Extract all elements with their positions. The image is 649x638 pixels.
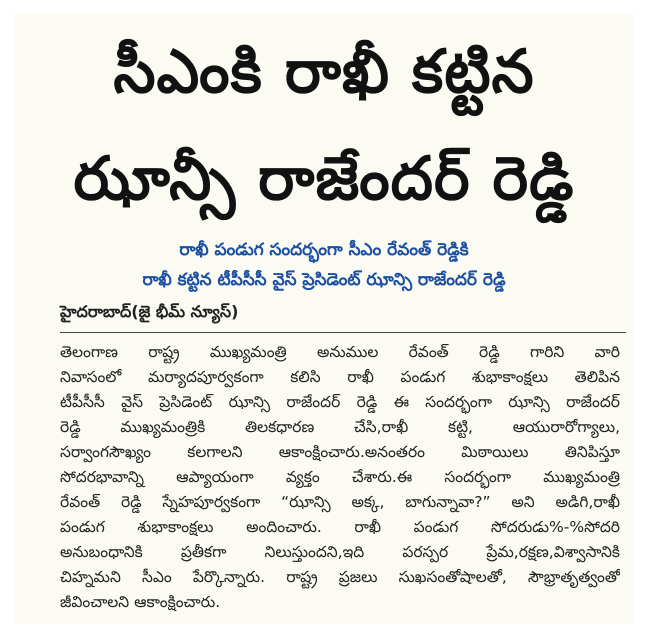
body-line: జీవించాలని ఆకాంక్షించారు.: [60, 593, 221, 611]
body-line: సోదరభావాన్ని ఆప్యాయంగా వ్యక్తం చేశారు.ఈ సందర్భంగా ముఖ్యమంత్రి: [60, 468, 620, 486]
body-line: చిహ్నమని సీఎం పేర్కొన్నారు. రాష్ట్ర ప్రజలు సుఖసంతోషాలతో, సౌభ్రాతృత్వంతో: [60, 568, 620, 586]
body-line: అనుబంధానికి ప్రతీకగా నిలుస్తుందని,ఇది పరస్పర ప్రేమ,రక్షణ,విశ్వాసానికి: [60, 543, 620, 561]
headline-line-2: ఝాన్సీ రాజేందర్ రెడ్డి: [73, 144, 575, 214]
body-line: రేవంత్ రెడ్డి స్నేహపూర్వకంగా “ఝాన్సి అక్క, బాగున్నావా?” అని అడిగి,రాఖీ: [60, 493, 620, 511]
subheadline-line-2: రాఖీ కట్టిన టీపీసీసీ వైస్ ప్రెసిడెంట్ ఝాన్సి రాజేందర్ రెడ్డి: [142, 270, 506, 290]
body-line: పండుగ శుభాకాంక్షలు అందించారు. రాఖీ పండుగ సోదరుడు%-%సోదరి: [60, 518, 620, 536]
headline-line-1: సీఎంకి రాఖీ కట్టిన: [113, 37, 535, 107]
dateline: హైదరాబాద్(జై భీమ్ న్యూస్): [60, 302, 239, 321]
article-body: [60, 340, 620, 615]
body-line: నివాసంలో మర్యాదపూర్వకంగా కలిసి రాఖీ పండుగ శుభాకాంక్షలు తెలిపిన: [60, 368, 620, 386]
subheadline-line-1: రాఖీ పండుగ సందర్భంగా సీఎం రేవంత్ రెడ్డికి: [179, 240, 469, 260]
body-line: తెలంగాణ రాష్ట్ర ముఖ్యమంత్రి అనుముల రేవంత్ రెడ్డి గారిని వారి: [60, 343, 620, 361]
divider: [60, 332, 626, 333]
body-line: సర్వాంగసౌఖ్యం కలగాలని ఆకాంక్షించారు.అనంతరం మిఠాయిలు తినిపిస్తూ: [60, 443, 620, 461]
news-clipping: [14, 14, 634, 624]
body-line: రెడ్డి ముఖ్యమంత్రికి తిలకధారణ చేసి,రాఖీ కట్టి, ఆయురారోగ్యాలు,: [60, 418, 620, 436]
body-line: టీపీసీసీ వైస్ ప్రెసిడెంట్ ఝాన్సి రాజేందర్ రెడ్డి ఈ సందర్భంగా ఝాన్సి రాజేందర్: [60, 393, 620, 411]
